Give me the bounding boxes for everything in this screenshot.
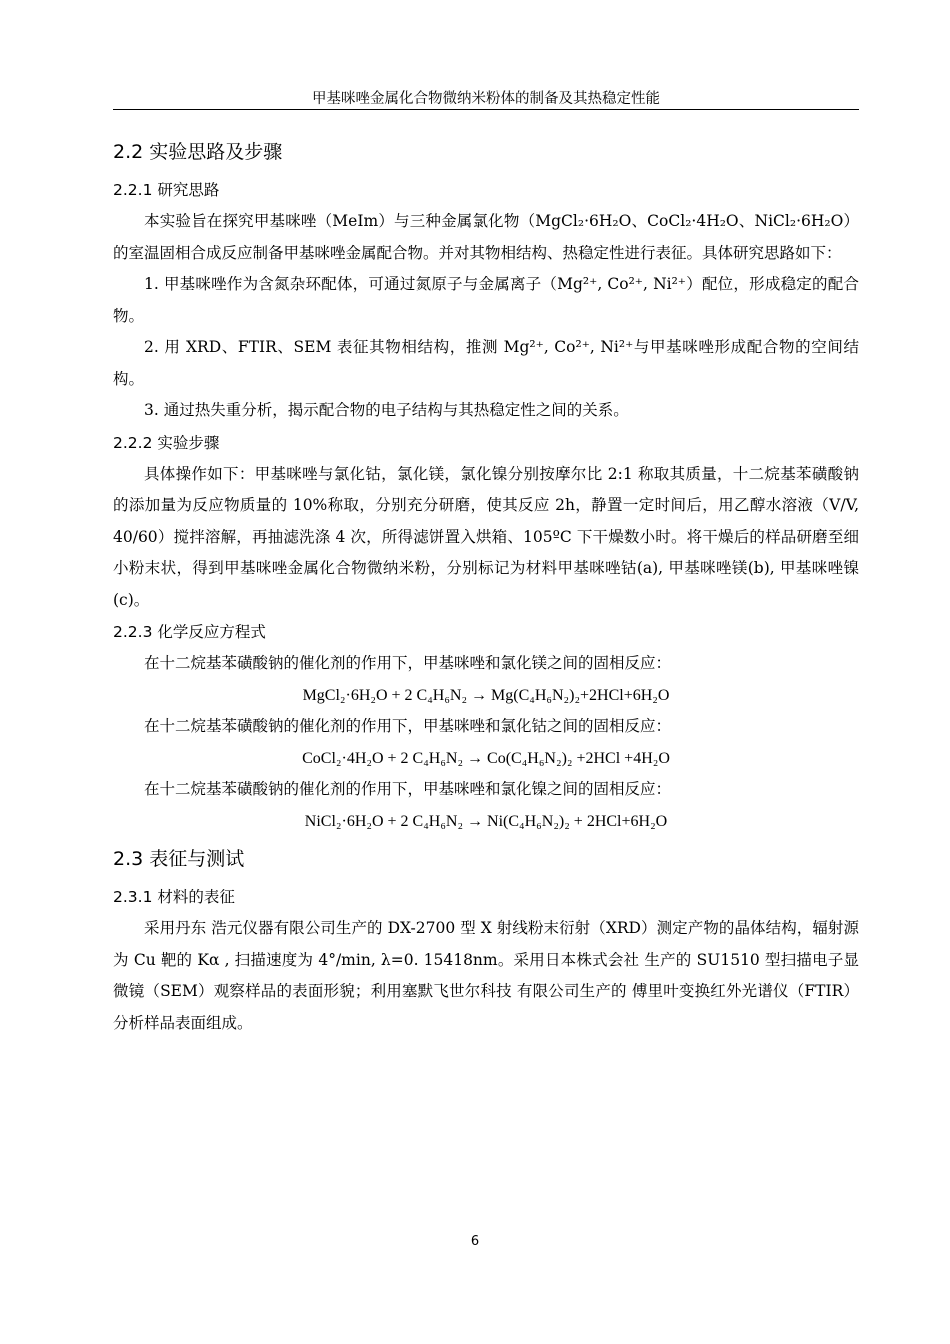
subsection-heading-2-2-3: 2.2.3 化学反应方程式: [113, 623, 266, 641]
research-point-1: 1. 甲基咪唑作为含氮杂环配体，可通过氮原子与金属离子（Mg²⁺, Co²⁺, Ni²⁺）配位，形成稳定的配合物。: [113, 275, 859, 325]
research-point-3: 3. 通过热失重分析，揭示配合物的电子结构与其热稳定性之间的关系。: [144, 401, 629, 419]
equation-ni: NiCl₂·6H₂O + 2 C₄H₆N₂ → Ni(C₄H₆N₂)₂ + 2HCl+6H₂O: [304, 812, 668, 830]
running-header: 甲基咪唑金属化合物微纳米粉体的制备及其热稳定性能: [312, 91, 660, 107]
equation-co: CoCl₂·4H₂O + 2 C₄H₆N₂ → Co(C₄H₆N₂)₂ +2HCl +4H₂O: [302, 749, 670, 767]
research-intro-paragraph: 本实验旨在探究甲基咪唑（MeIm）与三种金属氯化物（MgCl₂·6H₂O、CoCl₂·4H₂O、NiCl₂·6H₂O）的室温固相合成反应制备甲基咪唑金属配合物。并对其物相结构、热稳定性进行表征。具体研究思路如下：: [113, 212, 859, 262]
header-rule: [113, 109, 859, 110]
equation-mg: MgCl₂·6H₂O + 2 C₄H₆N₂ → Mg(C₄H₆N₂)₂+2HCl+6H₂O: [302, 686, 670, 704]
page-number: 6: [470, 1234, 480, 1249]
page-content: [113, 130, 859, 1039]
research-point-2: 2. 用 XRD、FTIR、SEM 表征其物相结构，推测 Mg²⁺, Co²⁺, Ni²⁺与甲基咪唑形成配合物的空间结构。: [113, 338, 859, 388]
experiment-steps-paragraph: 具体操作如下：甲基咪唑与氯化钴，氯化镁，氯化镍分别按摩尔比 2:1 称取其质量，十二烷基苯磺酸钠的添加量为反应物质量的 10%称取，分别充分研磨，使其反应 2h，静置一定时间后，用乙醇水溶液（V/V, 40/60）搅拌溶解，再抽滤洗涤 4 次，所得滤饼置入烘箱、105ºC 下干燥数小时。将干燥后的样品研磨至细小粉末状，得到甲基咪唑金属化合物微纳米粉，分别标记为材料甲基咪唑钴(a), 甲基咪唑镁(b), 甲基咪唑镍(c)。: [113, 464, 859, 609]
subsection-heading-2-2-1: 2.2.1 研究思路: [113, 181, 220, 199]
subsection-heading-2-2-2: 2.2.2 实验步骤: [113, 433, 220, 452]
reaction-intro-ni: 在十二烷基苯磺酸钠的催化剂的作用下，甲基咪唑和氯化镍之间的固相反应：: [144, 780, 672, 798]
characterization-paragraph: 采用丹东 浩元仪器有限公司生产的 DX-2700 型 X 射线粉末衍射（XRD）测定产物的晶体结构，辐射源为 Cu 靶的 Kα , 扫描速度为 4°/min, λ=0. 15418nm。采用日本株式会社 生产的 SU1510 型扫描电子显微镜（SEM）观察样品的表面形貌；利用塞默飞世尔科技 有限公司生产的 傅里叶变换红外光谱仪（FTIR）分析样品表面组成。: [113, 919, 859, 1032]
reaction-intro-co: 在十二烷基苯磺酸钠的催化剂的作用下，甲基咪唑和氯化钴之间的固相反应：: [144, 717, 672, 735]
reaction-intro-mg: 在十二烷基苯磺酸钠的催化剂的作用下，甲基咪唑和氯化镁之间的固相反应：: [144, 654, 672, 672]
section-heading-2-2: 2.2 实验思路及步骤: [113, 141, 283, 163]
subsection-heading-2-3-1: 2.3.1 材料的表征: [113, 888, 235, 906]
section-heading-2-3: 2.3 表征与测试: [113, 848, 245, 870]
